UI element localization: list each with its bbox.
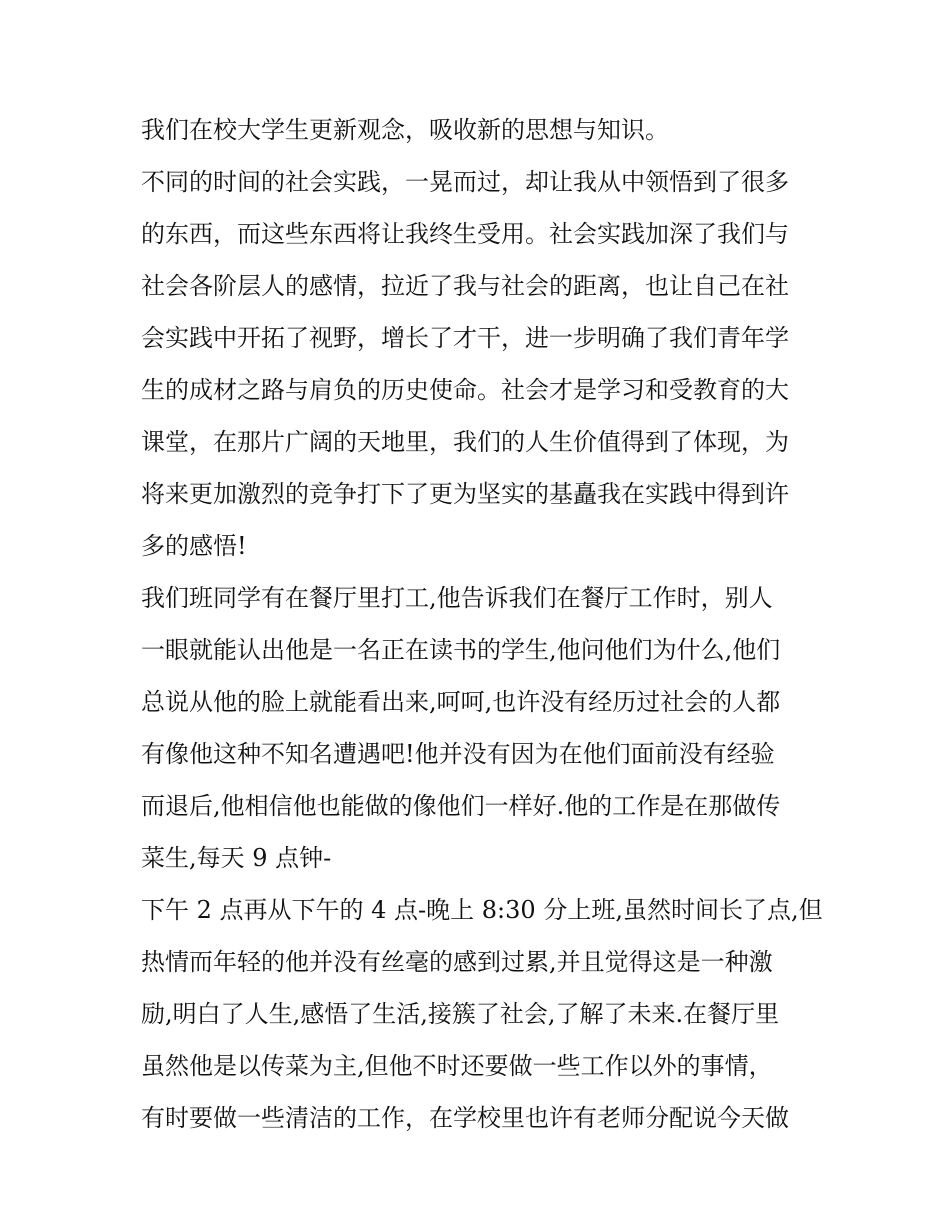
text-line: 有像他这种不知名遭遇吧!他并没有因为在他们面前没有经验 xyxy=(141,740,775,768)
text-line: 的东西，而这些东西将让我终生受用。社会实践加深了我们与 xyxy=(141,220,789,248)
text-line: 下午 2 点再从下午的 4 点-晚上 8:30 分上班,虽然时间长了点,但 xyxy=(141,896,823,924)
text-line: 不同的时间的社会实践，一晃而过，却让我从中领悟到了很多 xyxy=(141,168,789,196)
text-line: 虽然他是以传菜为主,但他不时还要做一些工作以外的事情， xyxy=(141,1052,773,1080)
text-line: 而退后,他相信他也能做的像他们一样好.他的工作是在那做传 xyxy=(141,792,781,820)
text-line: 生的成材之路与肩负的历史使命。社会才是学习和受教育的大 xyxy=(141,376,789,404)
body-text xyxy=(141,110,831,1150)
text-line: 将来更加激烈的竞争打下了更为坚实的基矗我在实践中得到许 xyxy=(141,480,789,508)
text-line: 课堂，在那片广阔的天地里，我们的人生价值得到了体现，为 xyxy=(141,428,789,456)
text-line: 多的感悟! xyxy=(141,532,247,560)
text-line: 有时要做一些清洁的工作，在学校里也许有老师分配说今天做 xyxy=(141,1104,789,1132)
text-line: 一眼就能认出他是一名正在读书的学生,他问他们为什么,他们 xyxy=(141,636,781,664)
text-line: 菜生,每天 9 点钟- xyxy=(141,844,332,872)
text-line: 励,明白了人生,感悟了生活,接簇了社会,了解了未来.在餐厅里 xyxy=(141,1000,780,1028)
text-line: 社会各阶层人的感情，拉近了我与社会的距离，也让自己在社 xyxy=(141,272,789,300)
text-line: 总说从他的脸上就能看出来,呵呵,也许没有经历过社会的人都 xyxy=(141,688,781,716)
text-line: 热情而年轻的他并没有丝毫的感到过累,并且觉得这是一种激 xyxy=(141,948,773,976)
text-line: 会实践中开拓了视野，增长了才干，进一步明确了我们青年学 xyxy=(141,324,789,352)
text-line: 我们班同学有在餐厅里打工,他告诉我们在餐厅工作时，别人 xyxy=(141,584,773,612)
text-line: 我们在校大学生更新观念，吸收新的思想与知识。 xyxy=(141,116,669,144)
